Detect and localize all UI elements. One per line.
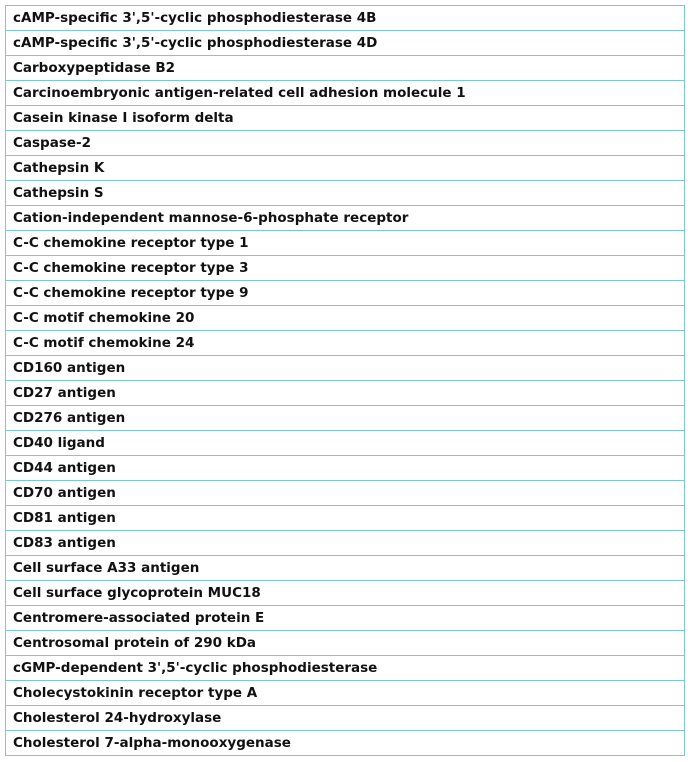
table-cell: Cation-independent mannose-6-phosphate receptor xyxy=(6,206,685,231)
table-cell: Cholecystokinin receptor type A xyxy=(6,681,685,706)
table-cell: C-C chemokine receptor type 9 xyxy=(6,281,685,306)
table-cell: CD44 antigen xyxy=(6,456,685,481)
table-row xyxy=(6,731,685,756)
table-cell: C-C motif chemokine 20 xyxy=(6,306,685,331)
table-row xyxy=(6,381,685,406)
table-row xyxy=(6,81,685,106)
table-row xyxy=(6,256,685,281)
table-cell: Cholesterol 7-alpha-monooxygenase xyxy=(6,731,685,756)
table-row xyxy=(6,331,685,356)
table-cell: CD40 ligand xyxy=(6,431,685,456)
table-cell: Cell surface A33 antigen xyxy=(6,556,685,581)
table-row xyxy=(6,481,685,506)
table-row xyxy=(6,506,685,531)
table-cell: Cathepsin K xyxy=(6,156,685,181)
table-row xyxy=(6,131,685,156)
table-cell: Cholesterol 24-hydroxylase xyxy=(6,706,685,731)
table-cell: Casein kinase I isoform delta xyxy=(6,106,685,131)
table-row xyxy=(6,456,685,481)
table-cell: CD81 antigen xyxy=(6,506,685,531)
table-row xyxy=(6,531,685,556)
table-row xyxy=(6,156,685,181)
table-row xyxy=(6,281,685,306)
table-cell: C-C motif chemokine 24 xyxy=(6,331,685,356)
table-cell: CD83 antigen xyxy=(6,531,685,556)
table-row xyxy=(6,306,685,331)
table-row xyxy=(6,56,685,81)
table-row xyxy=(6,606,685,631)
table-row xyxy=(6,556,685,581)
table-row xyxy=(6,656,685,681)
table-cell: C-C chemokine receptor type 3 xyxy=(6,256,685,281)
table-row xyxy=(6,356,685,381)
table-cell: Carcinoembryonic antigen-related cell adhesion molecule 1 xyxy=(6,81,685,106)
table-cell: cGMP-dependent 3',5'-cyclic phosphodiesterase xyxy=(6,656,685,681)
table-cell: cAMP-specific 3',5'-cyclic phosphodiesterase 4B xyxy=(6,6,685,31)
table-cell: Cathepsin S xyxy=(6,181,685,206)
table-row xyxy=(6,181,685,206)
table-cell: Centrosomal protein of 290 kDa xyxy=(6,631,685,656)
table-row xyxy=(6,206,685,231)
table-row xyxy=(6,431,685,456)
table-row xyxy=(6,581,685,606)
table-row xyxy=(6,106,685,131)
table-row xyxy=(6,231,685,256)
table-row xyxy=(6,31,685,56)
table-row xyxy=(6,6,685,31)
table-cell: C-C chemokine receptor type 1 xyxy=(6,231,685,256)
table-cell: CD276 antigen xyxy=(6,406,685,431)
table-cell: CD27 antigen xyxy=(6,381,685,406)
table-row xyxy=(6,631,685,656)
table-cell: Centromere-associated protein E xyxy=(6,606,685,631)
table-row xyxy=(6,406,685,431)
table-row xyxy=(6,681,685,706)
table-cell: cAMP-specific 3',5'-cyclic phosphodiesterase 4D xyxy=(6,31,685,56)
table-cell: Cell surface glycoprotein MUC18 xyxy=(6,581,685,606)
table-cell: Caspase-2 xyxy=(6,131,685,156)
table-cell: Carboxypeptidase B2 xyxy=(6,56,685,81)
protein-table xyxy=(5,5,685,756)
table-cell: CD160 antigen xyxy=(6,356,685,381)
table-row xyxy=(6,706,685,731)
protein-table-body xyxy=(6,6,685,756)
table-cell: CD70 antigen xyxy=(6,481,685,506)
